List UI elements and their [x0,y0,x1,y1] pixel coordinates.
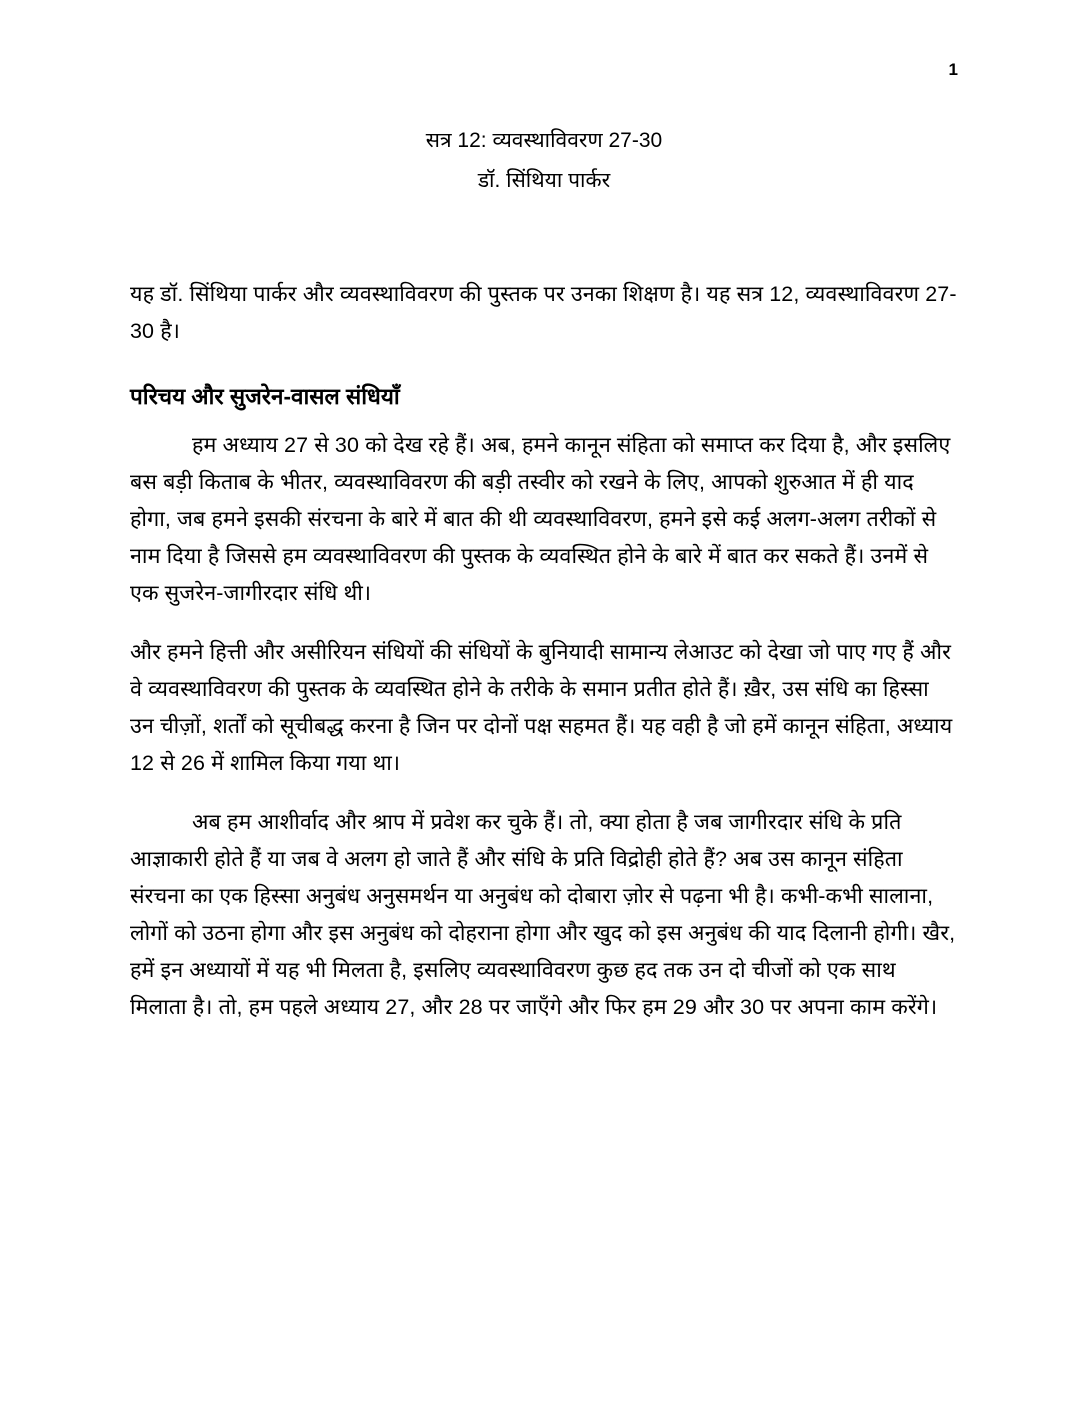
section-heading: परिचय और सुजरेन-वासल संधियाँ [130,383,400,409]
body-paragraph: और हमने हित्ती और असीरियन संधियों की संधियों के बुनियादी सामान्य लेआउट को देखा जो पाए गए हैं और वे व्यवस्थाविवरण की पुस्तक के व्यवस्थित होने के तरीके के समान प्रतीत होते हैं। ख़ैर, उस संधि का हिस्सा उन चीज़ों, शर्तों को सूचीबद्ध करना है जिन पर दोनों पक्ष सहमत हैं। यह वही है जो हमें कानून संहिता, अध्याय 12 से 26 में शामिल किया गया था। [130,639,953,775]
body-paragraph: हम अध्याय 27 से 30 को देख रहे हैं। अब, हमने कानून संहिता को समाप्त कर दिया है, और इसलिए बस बड़ी किताब के भीतर, व्यवस्थाविवरण की बड़ी तस्वीर को रखने के लिए, आपको शुरुआत में ही याद होगा, जब हमने इसकी संरचना के बारे में बात की थी व्यवस्थाविवरण, हमने इसे कई अलग-अलग तरीकों से नाम दिया है जिससे हम व्यवस्थाविवरण की पुस्तक के व्यवस्थित होने के बारे में बात कर सकते हैं। उनमें से एक सुजरेन-जागीरदार संधि थी। [130,432,951,605]
body-paragraph: अब हम आशीर्वाद और श्राप में प्रवेश कर चुके हैं। तो, क्या होता है जब जागीरदार संधि के प्रति आज्ञाकारी होते हैं या जब वे अलग हो जाते हैं और संधि के प्रति विद्रोही होते हैं? अब उस कानून संहिता संरचना का एक हिस्सा अनुबंध अनुसमर्थन या अनुबंध को दोबारा ज़ोर से पढ़ना भी है। कभी-कभी सालाना, लोगों को उठना होगा और इस अनुबंध को दोहराना होगा और खुद को इस अनुबंध की याद दिलानी होगी। खैर, हमें इन अध्यायों में यह भी मिलता है, इसलिए व्यवस्थाविवरण कुछ हद तक उन दो चीजों को एक साथ मिलाता है। तो, हम पहले अध्याय 27, और 28 पर जाएँगे और फिर हम 29 और 30 पर अपना काम करेंगे। [130,809,956,1019]
intro-paragraph: यह डॉ. सिंथिया पार्कर और व्यवस्थाविवरण की पुस्तक पर उनका शिक्षण है। यह सत्र 12, व्यवस्थाविवरण 27-30 है। [130,282,957,343]
document-body [130,276,958,1025]
document-author: डॉ. सिंथिया पार्कर [477,168,611,192]
page-number: 1 [948,60,958,79]
document-title-block [130,125,958,196]
page-title: सत्र 12: व्यवस्थाविवरण 27-30 [425,129,663,152]
